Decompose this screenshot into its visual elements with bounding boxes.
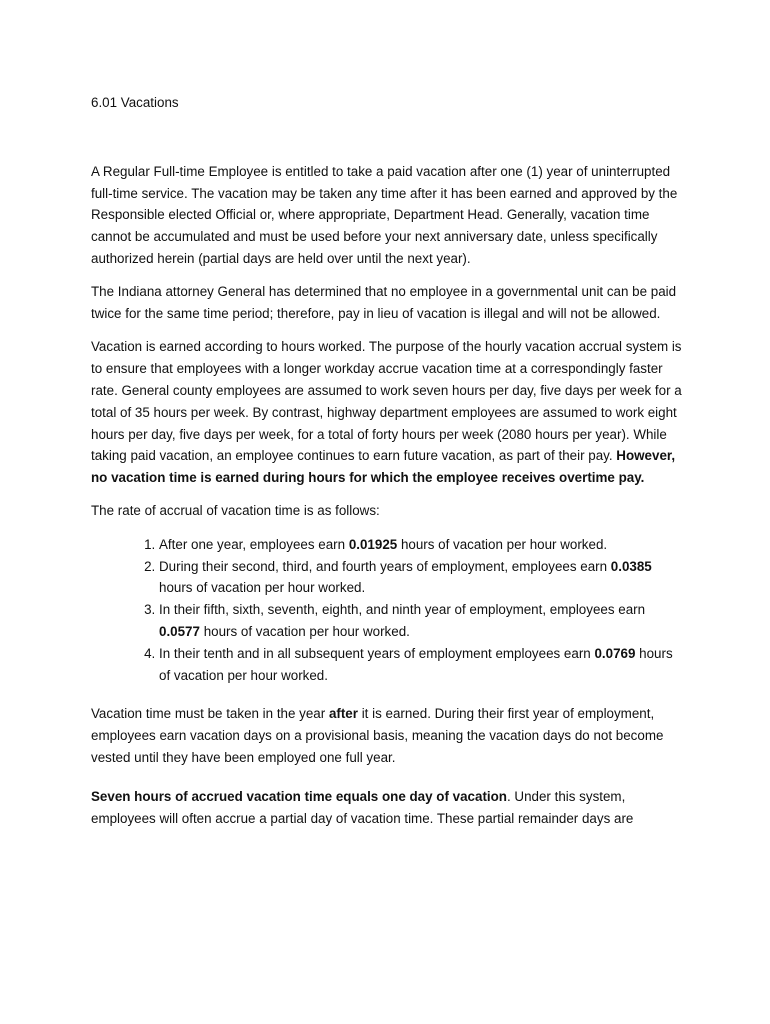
list-item: 1. After one year, employees earn 0.01925 hours of vacation per hour worked.	[159, 534, 687, 556]
paragraph-seven-hours: Seven hours of accrued vacation time equals one day of vacation. Under this system, employees will often accrue a partial day of vacation time. These partial remainder days are	[91, 788, 634, 826]
rate-value: 0.0769	[594, 645, 636, 661]
seven-hours-emphasis: Seven hours of accrued vacation time equals one day of vacation	[91, 788, 507, 804]
document-body	[91, 92, 687, 841]
accrual-hours-text: Vacation is earned according to hours worked. The purpose of the hourly vacation accrual system is to ensure that employees with a longer workday accrue vacation time at a correspondingly faster rate. General county employees are assumed to work seven hours per day, five days per week for a total of 35 hours per week. By contrast, highway department employees are assumed to work eight hours per day, five days per week, for a total of forty hours per week (2080 hours per year). While taking paid vacation, an employee continues to earn future vacation, as part of their pay.	[91, 339, 682, 464]
rate-value: 0.01925	[348, 536, 398, 552]
paragraph-rate-intro: The rate of accrual of vacation time is as follows:	[91, 503, 380, 519]
overtime-note: However, no vacation time is earned during hours for which the employee receives overtime pay.	[91, 448, 676, 486]
paragraph-attorney-general: The Indiana attorney General has determined that no employee in a governmental unit can be paid twice for the same time period; therefore, pay in lieu of vacation is illegal and will not be allowed.	[91, 284, 677, 322]
rate-value: 0.0385	[610, 558, 652, 574]
paragraph-taken-after-earned: Vacation time must be taken in the year after it is earned. During their first year of employment, employees earn vacation days on a provisional basis, meaning the vacation days do not become vested until they have been employed one full year.	[91, 706, 664, 765]
section-heading: 6.01 Vacations	[91, 95, 179, 110]
paragraph-accrual-hours	[91, 336, 687, 489]
list-item: 3. In their fifth, sixth, seventh, eighth, and ninth year of employment, employees earn 0.0577 hours of vacation per hour worked.	[159, 599, 687, 643]
accrual-rate-list	[91, 534, 687, 687]
rate-value: 0.0577	[159, 623, 200, 639]
paragraph-eligibility: A Regular Full-time Employee is entitled to take a paid vacation after one (1) year of uninterrupted full-time service. The vacation may be taken any time after it has been earned and approved by the Responsible elected Official or, where appropriate, Department Head. Generally, vacation time cannot be accumulated and must be used before your next anniversary date, unless specifically authorized herein (partial days are held over until the next year).	[91, 163, 678, 266]
list-item: 2. During their second, third, and fourth years of employment, employees earn 0.0385 hours of vacation per hour worked.	[159, 556, 687, 600]
after-emphasis: after	[328, 706, 358, 722]
list-item: 4. In their tenth and in all subsequent years of employment employees earn 0.0769 hours of vacation per hour worked.	[159, 643, 687, 687]
